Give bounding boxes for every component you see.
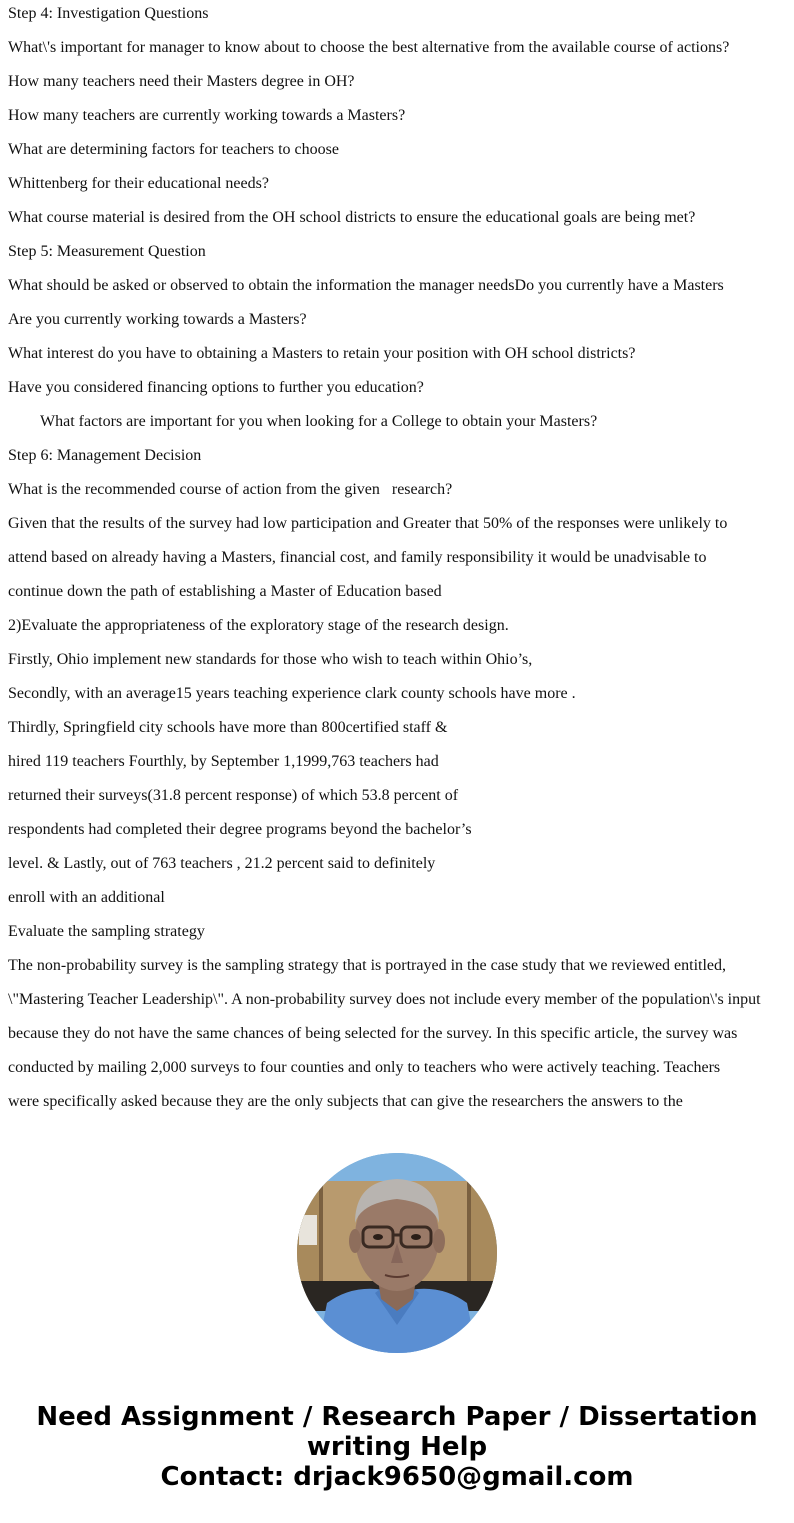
- paragraph-line: conducted by mailing 2,000 surveys to four counties and only to teachers who were actively teaching. Teachers: [8, 1059, 721, 1076]
- paragraph-line: What course material is desired from the OH school districts to ensure the educational goals are being met?: [8, 209, 696, 226]
- paragraph-line: Thirdly, Springfield city schools have more than 800certified staff &: [8, 719, 448, 736]
- indented-paragraph-line: What factors are important for you when looking for a College to obtain your Masters?: [40, 413, 598, 430]
- promo-line-2: writing Help: [306, 1432, 488, 1462]
- paragraph-line: What\'s important for manager to know about to choose the best alternative from the available course of actions?: [8, 39, 730, 56]
- section-heading-sampling: Evaluate the sampling strategy: [8, 923, 205, 940]
- paragraph-line: hired 119 teachers Fourthly, by September 1,1999,763 teachers had: [8, 753, 439, 770]
- document-body: [8, 0, 788, 1122]
- section-heading-step4: Step 4: Investigation Questions: [8, 5, 209, 22]
- paragraph-line: Secondly, with an average15 years teaching experience clark county schools have more .: [8, 685, 576, 702]
- paragraph-line: What are determining factors for teachers to choose: [8, 141, 339, 158]
- paragraph-line: How many teachers need their Masters degree in OH?: [8, 73, 355, 90]
- section-heading-step6: Step 6: Management Decision: [8, 447, 202, 464]
- paragraph-line: continue down the path of establishing a Master of Education based: [8, 583, 442, 600]
- paragraph-line: returned their surveys(31.8 percent response) of which 53.8 percent of: [8, 787, 459, 804]
- section-heading-evaluate-exploratory: 2)Evaluate the appropriateness of the exploratory stage of the research design.: [8, 617, 509, 634]
- promo-banner: [0, 1402, 794, 1492]
- portrait-photo-icon: [297, 1153, 497, 1353]
- promo-contact-email: Contact: drjack9650@gmail.com: [160, 1462, 634, 1492]
- paragraph-line: The non-probability survey is the sampling strategy that is portrayed in the case study that we reviewed entitled,: [8, 957, 727, 974]
- section-heading-step5: Step 5: Measurement Question: [8, 243, 206, 260]
- paragraph-line: What should be asked or observed to obtain the information the manager needsDo you currently have a Masters: [8, 277, 724, 294]
- paragraph-line: Are you currently working towards a Masters?: [8, 311, 307, 328]
- paragraph-line: respondents had completed their degree programs beyond the bachelor’s: [8, 821, 472, 838]
- paragraph-line: Given that the results of the survey had low participation and Greater that 50% of the responses were unlikely to: [8, 515, 728, 532]
- paragraph-line: Firstly, Ohio implement new standards for those who wish to teach within Ohio’s,: [8, 651, 533, 668]
- paragraph-line: were specifically asked because they are the only subjects that can give the researchers the answers to the: [8, 1093, 683, 1110]
- paragraph-line: How many teachers are currently working towards a Masters?: [8, 107, 406, 124]
- paragraph-line: enroll with an additional: [8, 889, 165, 906]
- avatar: [297, 1153, 497, 1353]
- paragraph-line: level. & Lastly, out of 763 teachers , 21.2 percent said to definitely: [8, 855, 436, 872]
- paragraph-line: \"Mastering Teacher Leadership\". A non-probability survey does not include every member of the population\'s input: [8, 991, 761, 1008]
- paragraph-line: What interest do you have to obtaining a Masters to retain your position with OH school districts?: [8, 345, 636, 362]
- paragraph-line: Have you considered financing options to further you education?: [8, 379, 424, 396]
- paragraph-line: Whittenberg for their educational needs?: [8, 175, 269, 192]
- paragraph-line: attend based on already having a Masters, financial cost, and family responsibility it would be unadvisable to: [8, 549, 707, 566]
- paragraph-line: because they do not have the same chances of being selected for the survey. In this specific article, the survey was: [8, 1025, 738, 1042]
- promo-line-1: Need Assignment / Research Paper / Dissertation: [36, 1402, 758, 1432]
- paragraph-line: What is the recommended course of action from the given research?: [8, 481, 453, 498]
